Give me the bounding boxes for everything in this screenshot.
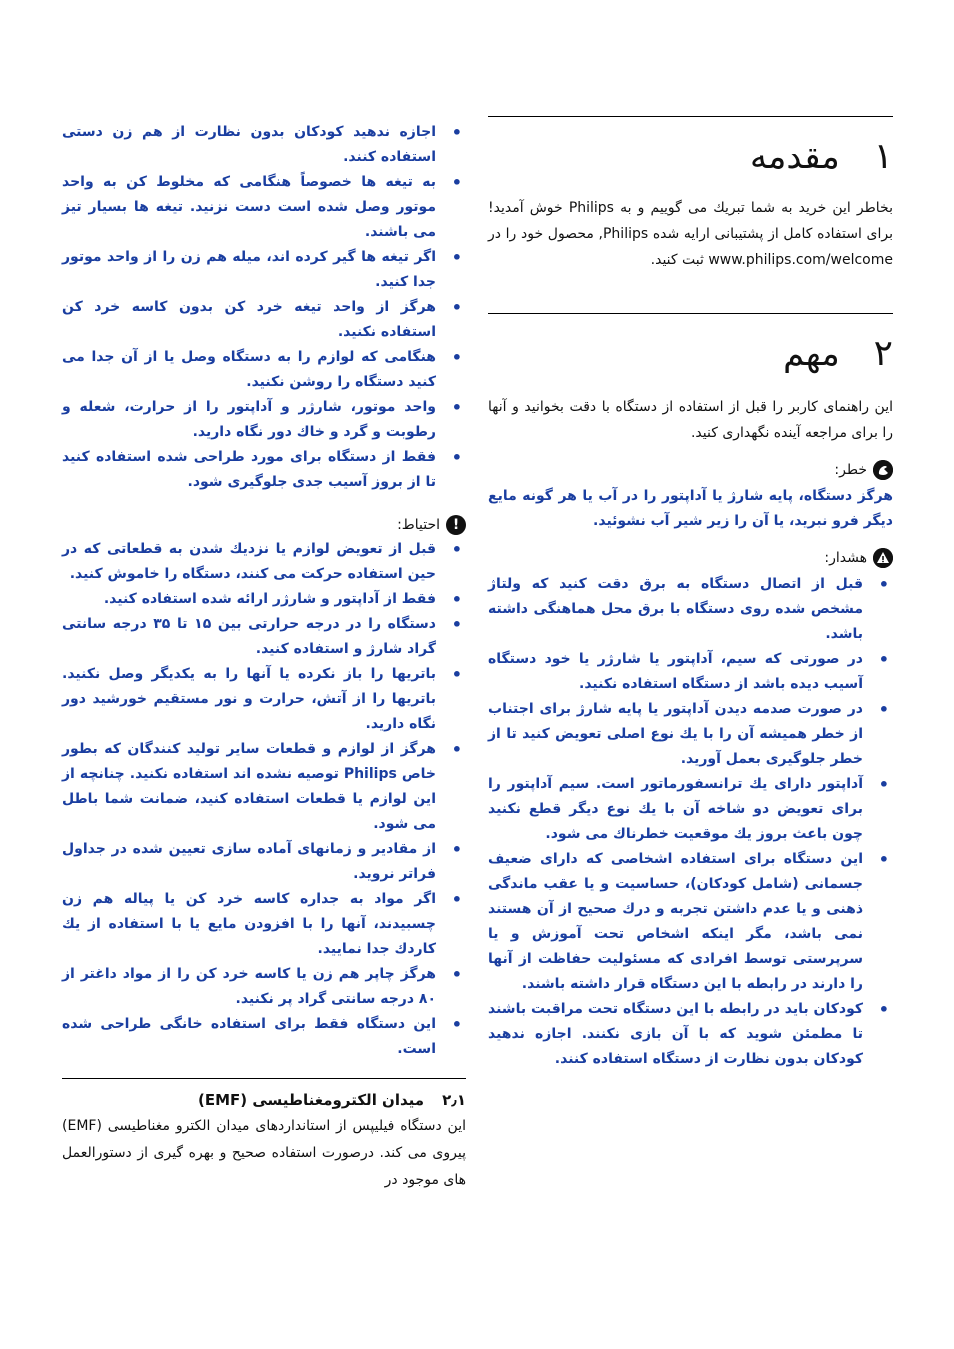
- section-1-body: بخاطر این خرید به شما تبریك می گوییم و به Philips خوش آمدید! برای استفاده كامل از پشتیبانی ارایه شده Philips, محصول خود را در www.philips.com/welcome ثبت كنید.: [488, 200, 893, 268]
- subsection-number: ۲٫۱: [442, 1091, 466, 1109]
- warning-heading: [488, 548, 893, 568]
- list-item: • قبل از اتصال دستگاه به برق دقت كنید كه ولتاژ مشخص شده روی دستگاه با برق محل هماهنگی داشته باشد.: [488, 572, 893, 647]
- section-2-rule: [488, 313, 893, 314]
- list-item: • در صورتی كه سیم، آداپتور یا شارژر یا خود دستگاه آسیب دیده باشد از دستگاه استفاده نكنید.: [488, 647, 893, 697]
- caution-label: احتیاط:: [397, 517, 440, 533]
- list-item: • هرگز از واحد تیغه خرد كن بدون كاسه خرد كن استفاده نكنید.: [62, 295, 466, 345]
- subsection-heading: [62, 1091, 466, 1109]
- list-item: • اجازه ندهید كودكان بدون نظارت از هم زن دستی استفاده كنند.: [62, 120, 466, 170]
- list-item: • اگر مواد به جداره كاسه خرد كن یا پیاله هم زن چسبیدند، آنها را با افزودن مایع یا با استفاده از یك كاردك جدا نمایید.: [62, 887, 466, 962]
- right-column: [488, 116, 893, 1072]
- warning-list: [488, 572, 893, 1072]
- section-2-intro: این راهنمای كاربر را قبل از استفاده از دستگاه با دقت بخوانید و آنها را برای مراجعه آینده نگهداری كنید.: [488, 399, 893, 441]
- list-item: • كودكان باید در رابطه با این دستگاه تحت مراقبت باشند تا مطمئن شوید كه با آن بازی نكنند. اجازه ندهید كودكان بدون نظارت از دستگاه استفاده كنند.: [488, 997, 893, 1072]
- section-1-number: ۱: [873, 136, 893, 177]
- list-item: • هرگز چاپر هم زن یا كاسه خرد كن را از مواد داغتر از ۸۰ درجه سانتی گراد پر نكنید.: [62, 962, 466, 1012]
- danger-heading: [488, 460, 893, 480]
- list-item: • هنگامی كه لوازم را به دستگاه وصل یا از آن جدا می كنید دستگاه را روشن نكنید.: [62, 345, 466, 395]
- danger-icon: [873, 460, 893, 480]
- section-2-heading: [488, 333, 893, 374]
- list-item: • از مقادیر و زمانهای آماده سازی تعیین شده در جداول فراتر نروید.: [62, 837, 466, 887]
- subsection-rule: [62, 1078, 466, 1079]
- section-1-title: مقدمه: [749, 137, 840, 177]
- exclamation-icon: !: [446, 515, 466, 535]
- danger-label: خطر:: [834, 462, 867, 478]
- list-item: • قبل از تعویض لوازم یا نزدیك شدن به قطعاتی كه در حین استفاده حركت می كنند، دستگاه را خاموش كنید.: [62, 537, 466, 587]
- section-2-title: مهم: [783, 334, 840, 374]
- list-item: • باتریها را باز نكرده یا آنها را به یكدیگر وصل نكنید. باتریها را از آتش، حرارت و نور مستقیم خورشید دور نگاه دارید.: [62, 662, 466, 737]
- top-bullet-list: [62, 120, 466, 495]
- list-item: • واحد موتور، شارژر و آداپتور را از حرارت، شعله و رطوبت و گرد و خاك دور نگاه دارید.: [62, 395, 466, 445]
- warning-icon: [873, 548, 893, 568]
- list-item: • دستگاه را در درجه حرارتی بین ۱۵ تا ۳۵ درجه سانتی گراد شارژ و استفاده كنید.: [62, 612, 466, 662]
- section-2-number: ۲: [873, 333, 893, 374]
- subsection-body: این دستگاه فیلیپس از استانداردهای میدان الكترو مغناطیسی (EMF) پیروی می كند. درصورت استفاده صحیح و بهره گیری از دستورالعمل های موجود در: [62, 1118, 466, 1188]
- caution-heading: [62, 515, 466, 535]
- list-item: • در صورت صدمه دیدن آداپتور یا پایه شارژ برای اجتناب از خطر همیشه آن را با یك نوع اصلی تعویض كنید تا از خطر جلوگیری بعمل آورید.: [488, 697, 893, 772]
- section-1-rule: [488, 116, 893, 117]
- list-item: • به تیغه ها خصوصاً هنگامی كه مخلوط كن به واحد موتور وصل شده است دست نزنید. تیغه ها بسیار تیز می باشند.: [62, 170, 466, 245]
- list-item: • فقط از دستگاه برای مورد طراحی شده استفاده كنید تا از بروز آسیب جدی جلوگیری شود.: [62, 445, 466, 495]
- section-1-heading: [488, 136, 893, 177]
- warning-label: هشدار:: [824, 550, 867, 566]
- caution-list: [62, 537, 466, 1062]
- list-item: • فقط از آداپتور و شارژر ارائه شده استفاده كنید.: [62, 587, 466, 612]
- subsection-title: میدان الكترومغناطیسی (EMF): [198, 1091, 425, 1109]
- list-item: • هرگز از لوازم و قطعات سایر تولید كنندگان كه بطور خاص Philips توصیه نشده اند استفاده نكنید. چنانچه از این لوازم یا قطعات استفاده كنید، ضمانت شما باطل می شود.: [62, 737, 466, 837]
- left-column: [62, 120, 466, 1194]
- list-item: • این دستگاه برای استفاده اشخاصی كه دارای ضعیف جسمانی (شامل كودكان)، حساسیت و یا عقب ماندگی ذهنی و یا عدم داشتن تجربه و درك صحیح از آن هستند نمی باشد، مگر اینكه اشخاص تحت آموزش و یا سرپرستی توسط افرادی كه مسئولیت حفاظت از آنها را دارند در رابطه با این دستگاه قرار داشته باشند.: [488, 847, 893, 997]
- list-item: • اگر تیغه ها گیر كرده اند، میله هم زن را از واحد موتور جدا كنید.: [62, 245, 466, 295]
- list-item: • آداپتور دارای یك ترانسفورماتور است. سیم آداپتور را برای تعویض دو شاخه آن با یك نوع دیگر قطع نكنید چون باعث بروز یك موقعیت خطرناك می شود.: [488, 772, 893, 847]
- danger-text: هرگز دستگاه، پایه شارژ یا آداپتور را در آب یا هر گونه مایع دیگر فرو نبرید، یا آن را زیر شیر آب نشوئید.: [488, 488, 893, 529]
- list-item: • این دستگاه فقط برای استفاده خانگی طراحی شده است.: [62, 1012, 466, 1062]
